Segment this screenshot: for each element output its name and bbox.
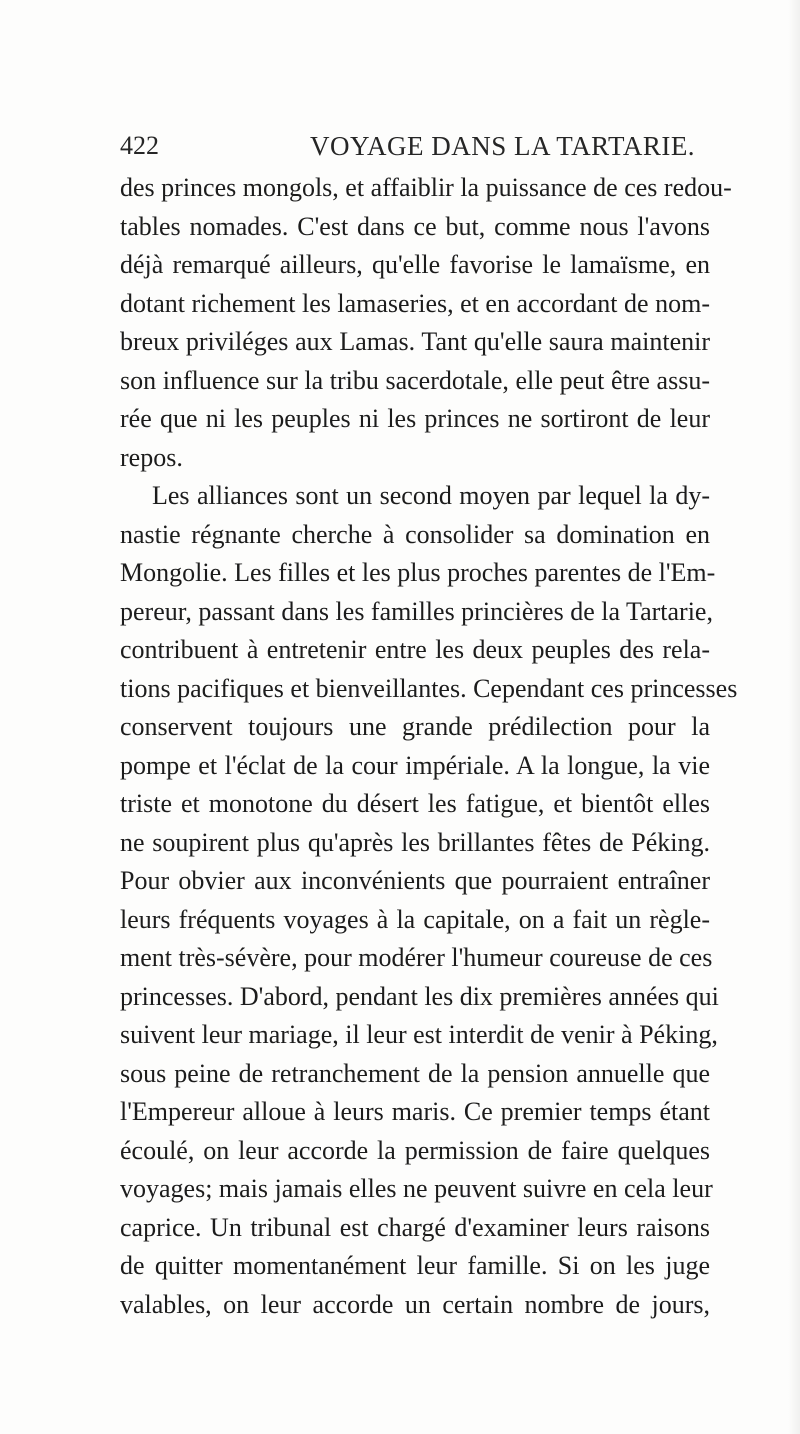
text-line: contribuent à entretenir entre les deux peuples des rela- <box>120 635 710 664</box>
text-line: écoulé, on leur accorde la permission de faire quelques <box>120 1135 710 1165</box>
text-line: rée que ni les peuples ni les princes ne sortiront de leur <box>120 404 710 433</box>
text-line: Les alliances sont un second moyen par lequel la dy- <box>152 481 710 510</box>
body-text <box>120 169 738 1324</box>
text-line: Pour obvier aux inconvénients que pourraient entraîner <box>120 866 710 895</box>
text-line: leurs fréquents voyages à la capitale, on a fait un règle- <box>120 904 710 934</box>
text-line: ne soupirent plus qu'après les brillantes fêtes de Péking. <box>120 827 710 857</box>
text-line: pompe et l'éclat de la cour impériale. A la longue, la vie <box>120 750 710 780</box>
page-edge-shadow <box>788 0 800 1434</box>
running-title: VOYAGE DANS LA TARTARIE. <box>310 131 696 161</box>
text-line: voyages; mais jamais elles ne peuvent suivre en cela leur <box>120 1174 713 1203</box>
text-line: suivent leur mariage, il leur est interdit de venir à Péking, <box>120 1020 718 1049</box>
text-line: caprice. Un tribunal est chargé d'examiner leurs raisons <box>120 1212 710 1242</box>
text-line: tables nomades. C'est dans ce but, comme nous l'avons <box>120 211 710 241</box>
text-line: son influence sur la tribu sacerdotale, elle peut être assu- <box>120 365 710 395</box>
text-line: pereur, passant dans les familles princières de la Tartarie, <box>120 596 713 626</box>
text-line: l'Empereur alloue à leurs maris. Ce premier temps étant <box>120 1097 710 1126</box>
text-line: nastie régnante cherche à consolider sa domination en <box>120 519 710 549</box>
text-line: des princes mongols, et affaiblir la puissance de ces redou- <box>120 173 732 202</box>
text-line: déjà remarqué ailleurs, qu'elle favorise le lamaïsme, en <box>120 250 710 279</box>
text-line: ment très-sévère, pour modérer l'humeur coureuse de ces <box>120 943 713 972</box>
page-header <box>120 128 700 164</box>
text-line: valables, on leur accorde un certain nombre de jours, <box>120 1289 710 1319</box>
text-line: Mongolie. Les filles et les plus proches parentes de l'Em- <box>120 558 716 587</box>
text-line: conservent toujours une grande prédilection pour la <box>120 712 710 741</box>
text-line: repos. <box>120 442 183 472</box>
text-line: princesses. D'abord, pendant les dix premières années qui <box>120 981 719 1011</box>
text-line: breux priviléges aux Lamas. Tant qu'elle saura maintenir <box>120 327 710 356</box>
text-line: triste et monotone du désert les fatigue, et bientôt elles <box>120 789 710 818</box>
text-line: dotant richement les lamaseries, et en accordant de nom- <box>120 288 710 318</box>
text-line: sous peine de retranchement de la pension annuelle que <box>120 1058 710 1088</box>
text-line: tions pacifiques et bienveillantes. Cependant ces princesses <box>120 673 738 703</box>
text-line: de quitter momentanément leur famille. Si on les juge <box>120 1251 710 1280</box>
page-number: 422 <box>120 131 159 160</box>
